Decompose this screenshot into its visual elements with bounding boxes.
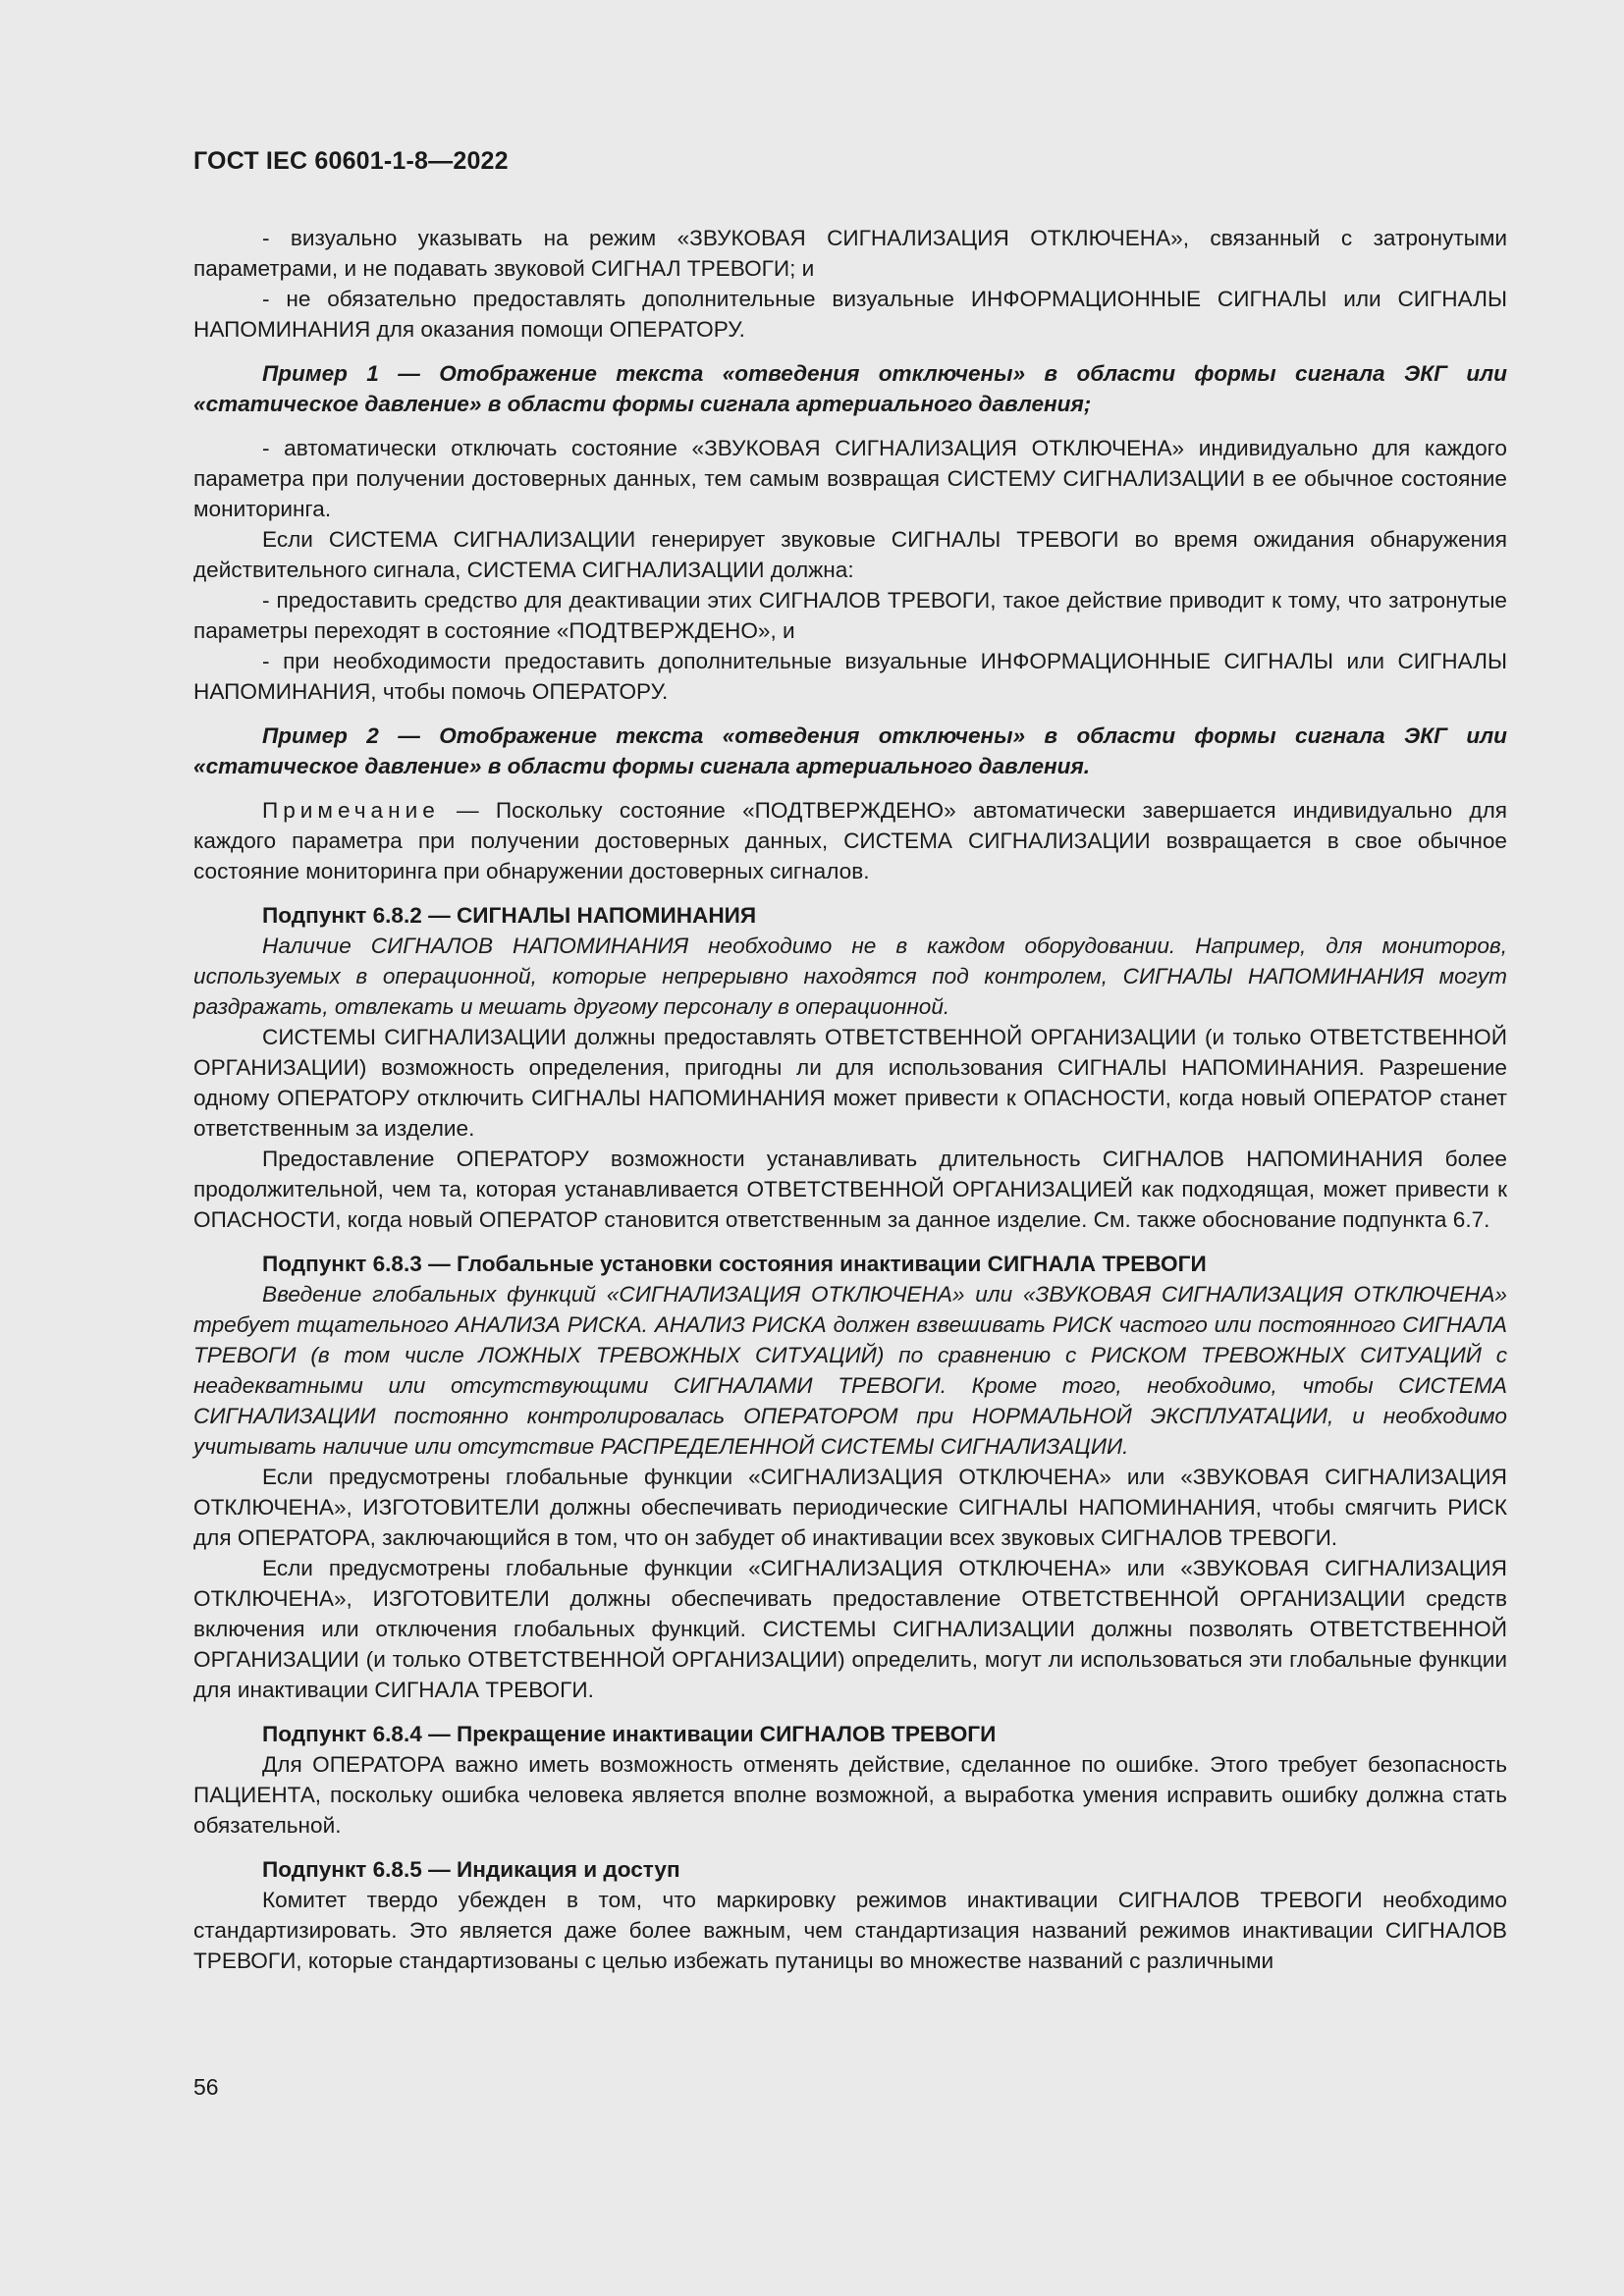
section-heading: Подпункт 6.8.5 — Индикация и доступ bbox=[262, 1857, 680, 1882]
note-label: Примечание bbox=[262, 798, 440, 823]
body-paragraph: Для ОПЕРАТОРА важно иметь возможность отменять действие, сделанное по ошибке. Этого требует безопасность ПАЦИЕНТА, поскольку ошибка человека является вполне возможной, а выработка умения исправить ошибку должна стать обязательной. bbox=[193, 1752, 1507, 1838]
italic-paragraph: Наличие СИГНАЛОВ НАПОМИНАНИЯ необходимо не в каждом оборудовании. Например, для мониторов, используемых в операционной, которые непрерывно находятся под контролем, СИГНАЛЫ НАПОМИНАНИЯ могут раздражать, отвлекать и мешать другому персоналу в операционной. bbox=[193, 934, 1507, 1019]
body-paragraph: Комитет твердо убежден в том, что маркировку режимов инактивации СИГНАЛОВ ТРЕВОГИ необходимо стандартизировать. Это является даже более важным, чем стандартизация названий режимов инактивации СИГНАЛОВ ТРЕВОГИ, которые стандартизованы с целью избежать путаницы во множестве названий с различными bbox=[193, 1888, 1507, 1973]
list-item: - не обязательно предоставлять дополнительные визуальные ИНФОРМАЦИОННЫЕ СИГНАЛЫ или СИГНАЛЫ НАПОМИНАНИЯ для оказания помощи ОПЕРАТОРУ. bbox=[193, 287, 1507, 342]
list-item: - предоставить средство для деактивации этих СИГНАЛОВ ТРЕВОГИ, такое действие приводит к тому, что затронутые параметры переходят в состояние «ПОДТВЕРЖДЕНО», и bbox=[193, 588, 1507, 643]
body-paragraph: СИСТЕМЫ СИГНАЛИЗАЦИИ должны предоставлять ОТВЕТСТВЕННОЙ ОРГАНИЗАЦИИ (и только ОТВЕТСТВЕННОЙ ОРГАНИЗАЦИИ) возможность определения, пригодны ли для использования СИГНАЛЫ НАПОМИНАНИЯ. Разрешение одному ОПЕРАТОРУ отключить СИГНАЛЫ НАПОМИНАНИЯ может привести к ОПАСНОСТИ, когда новый ОПЕРАТОР станет ответственным за изделие. bbox=[193, 1025, 1507, 1141]
list-item: - автоматически отключать состояние «ЗВУКОВАЯ СИГНАЛИЗАЦИЯ ОТКЛЮЧЕНА» индивидуально для каждого параметра при получении достоверных данных, тем самым возвращая СИСТЕМУ СИГНАЛИЗАЦИИ в ее обычное состояние мониторинга. bbox=[193, 436, 1507, 521]
example-paragraph: Пример 1 — Отображение текста «отведения отключены» в области формы сигнала ЭКГ или «статическое давление» в области формы сигнала артериального давления; bbox=[193, 361, 1507, 416]
document-body bbox=[193, 223, 1507, 1976]
note-paragraph bbox=[193, 795, 1507, 886]
note-text: — Поскольку состояние «ПОДТВЕРЖДЕНО» автоматически завершается индивидуально для каждого параметра при получении достоверных данных, СИСТЕМА СИГНАЛИЗАЦИИ возвращается в свое обычное состояние мониторинга при обнаружении достоверных сигналов. bbox=[193, 798, 1508, 883]
page-number: 56 bbox=[193, 2074, 219, 2100]
section-heading: Подпункт 6.8.3 — Глобальные установки состояния инактивации СИГНАЛА ТРЕВОГИ bbox=[262, 1252, 1207, 1276]
document-header: ГОСТ IEC 60601-1-8—2022 bbox=[193, 147, 509, 175]
list-item: - визуально указывать на режим «ЗВУКОВАЯ СИГНАЛИЗАЦИЯ ОТКЛЮЧЕНА», связанный с затронутыми параметрами, и не подавать звуковой СИГНАЛ ТРЕВОГИ; и bbox=[193, 226, 1507, 281]
section-heading: Подпункт 6.8.4 — Прекращение инактивации СИГНАЛОВ ТРЕВОГИ bbox=[262, 1722, 997, 1746]
body-paragraph: Предоставление ОПЕРАТОРУ возможности устанавливать длительность СИГНАЛОВ НАПОМИНАНИЯ более продолжительной, чем та, которая устанавливается ОТВЕТСТВЕННОЙ ОРГАНИЗАЦИЕЙ как подходящая, может привести к ОПАСНОСТИ, когда новый ОПЕРАТОР становится ответственным за данное изделие. См. также обоснование подпункта 6.7. bbox=[193, 1147, 1507, 1232]
example-paragraph: Пример 2 — Отображение текста «отведения отключены» в области формы сигнала ЭКГ или «статическое давление» в области формы сигнала артериального давления. bbox=[193, 723, 1507, 778]
italic-paragraph: Введение глобальных функций «СИГНАЛИЗАЦИЯ ОТКЛЮЧЕНА» или «ЗВУКОВАЯ СИГНАЛИЗАЦИЯ ОТКЛЮЧЕНА» требует тщательного АНАЛИЗА РИСКА. АНАЛИЗ РИСКА должен взвешивать РИСК частого или постоянного СИГНАЛА ТРЕВОГИ (в том числе ЛОЖНЫХ ТРЕВОЖНЫХ СИТУАЦИЙ) по сравнению с РИСКОМ ТРЕВОЖНЫХ СИТУАЦИЙ с неадекватными или отсутствующими СИГНАЛАМИ ТРЕВОГИ. Кроме того, необходимо, чтобы СИСТЕМА СИГНАЛИЗАЦИИ постоянно контролировалась ОПЕРАТОРОМ при НОРМАЛЬНОЙ ЭКСПЛУАТАЦИИ, и необходимо учитывать наличие или отсутствие РАСПРЕДЕЛЕННОЙ СИСТЕМЫ СИГНАЛИЗАЦИИ. bbox=[193, 1282, 1507, 1459]
list-item: - при необходимости предоставить дополнительные визуальные ИНФОРМАЦИОННЫЕ СИГНАЛЫ или СИГНАЛЫ НАПОМИНАНИЯ, чтобы помочь ОПЕРАТОРУ. bbox=[193, 649, 1507, 704]
body-paragraph: Если СИСТЕМА СИГНАЛИЗАЦИИ генерирует звуковые СИГНАЛЫ ТРЕВОГИ во время ожидания обнаружения действительного сигнала, СИСТЕМА СИГНАЛИЗАЦИИ должна: bbox=[193, 527, 1507, 582]
body-paragraph: Если предусмотрены глобальные функции «СИГНАЛИЗАЦИЯ ОТКЛЮЧЕНА» или «ЗВУКОВАЯ СИГНАЛИЗАЦИЯ ОТКЛЮЧЕНА», ИЗГОТОВИТЕЛИ должны обеспечивать периодические СИГНАЛЫ НАПОМИНАНИЯ, чтобы смягчить РИСК для ОПЕРАТОРА, заключающийся в том, что он забудет об инактивации всех звуковых СИГНАЛОВ ТРЕВОГИ. bbox=[193, 1465, 1507, 1550]
body-paragraph: Если предусмотрены глобальные функции «СИГНАЛИЗАЦИЯ ОТКЛЮЧЕНА» или «ЗВУКОВАЯ СИГНАЛИЗАЦИЯ ОТКЛЮЧЕНА», ИЗГОТОВИТЕЛИ должны обеспечивать предоставление ОТВЕТСТВЕННОЙ ОРГАНИЗАЦИИ средств включения или отключения глобальных функций. СИСТЕМЫ СИГНАЛИЗАЦИИ должны позволять ОТВЕТСТВЕННОЙ ОРГАНИЗАЦИИ (и только ОТВЕТСТВЕННОЙ ОРГАНИЗАЦИИ) определить, могут ли использоваться эти глобальные функции для инактивации СИГНАЛА ТРЕВОГИ. bbox=[193, 1556, 1507, 1702]
section-heading: Подпункт 6.8.2 — СИГНАЛЫ НАПОМИНАНИЯ bbox=[262, 903, 757, 928]
